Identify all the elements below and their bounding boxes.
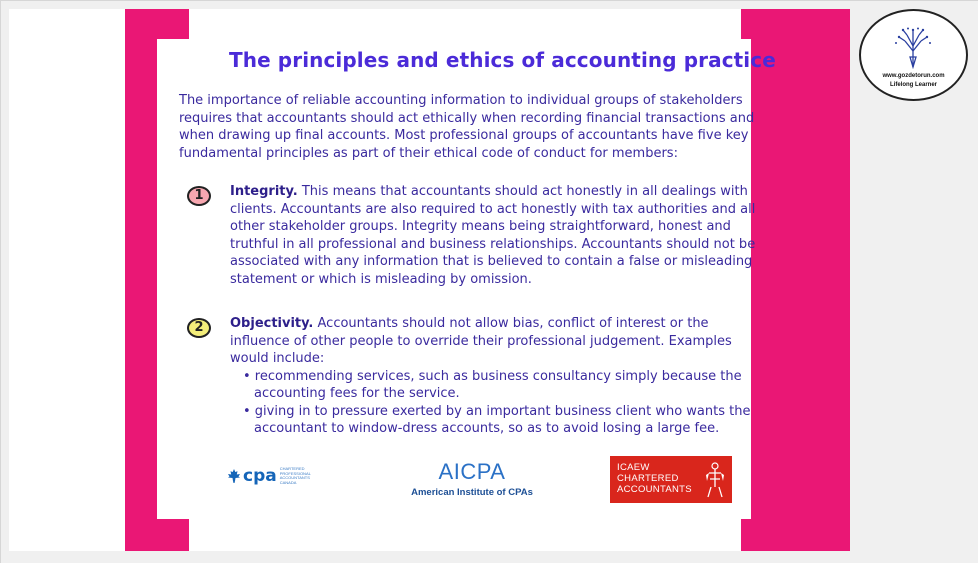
number-badge-1: 1 xyxy=(187,186,211,206)
brand-badge xyxy=(859,9,968,101)
principle-text: Accountants should not allow bias, conflict of interest or the influence of other people to override their professional judgement. Examples would include: xyxy=(230,316,732,366)
aicpa-subtitle: American Institute of CPAs xyxy=(411,487,533,498)
intro-paragraph: The importance of reliable accounting information to individual groups of stakeholders requires that accountants should act ethically when recording financial transactions and when drawing up final accounts. Most professional groups of accountants have five key fundamental principles as part of their ethical code of conduct for members: xyxy=(179,93,755,161)
cpa-subtitle: CHARTERED PROFESSIONAL ACCOUNTANTS CANADA xyxy=(279,466,311,485)
pink-frame-top-right xyxy=(741,9,850,39)
icaew-line: ICAEW xyxy=(617,462,650,473)
pink-frame-bottom-left xyxy=(125,519,189,551)
icaew-line: CHARTERED xyxy=(617,473,679,484)
cpa-wordmark: cpa xyxy=(243,466,277,486)
bullet-item: • recommending services, such as business consultancy simply because the accounting fees for the service. xyxy=(243,368,742,401)
icaew-logo xyxy=(610,456,732,503)
aicpa-wordmark: AICPA xyxy=(438,459,506,484)
pink-frame-top-left xyxy=(125,9,189,39)
bullet-item: • giving in to pressure exerted by an important business client who wants the accountant to window-dress accounts, so as to avoid losing a large fee. xyxy=(243,403,751,436)
principle-text: This means that accountants should act honestly in all dealings with clients. Accountants are also required to act honestly with tax authorities and all other stakeholder groups. Integrity means being straightforward, honest and truthful in all professional and business relationships. Accountants should not be associated with any information that is believed to contain a false or misleading statement or which is misleading by omission. xyxy=(230,184,756,287)
aicpa-logo xyxy=(407,459,537,498)
number-badge-2: 2 xyxy=(187,318,211,338)
figure-icon xyxy=(703,461,727,499)
principle-integrity xyxy=(230,183,770,288)
icaew-line: ACCOUNTANTS xyxy=(617,484,692,495)
principle-heading: Objectivity. xyxy=(230,316,314,331)
slide-title: The principles and ethics of accounting practice xyxy=(229,48,776,72)
tree-pencil-icon xyxy=(893,27,933,69)
principle-heading: Integrity. xyxy=(230,184,298,199)
pink-frame-bottom-right xyxy=(741,519,850,551)
pink-frame-left xyxy=(125,9,157,551)
maple-leaf-icon xyxy=(227,469,241,483)
cpa-canada-logo xyxy=(227,466,326,486)
slide xyxy=(9,9,850,551)
brand-tagline: Lifelong Learner xyxy=(889,82,937,88)
brand-url: www.gozdetorun.com xyxy=(882,73,945,79)
principle-objectivity xyxy=(230,315,770,438)
